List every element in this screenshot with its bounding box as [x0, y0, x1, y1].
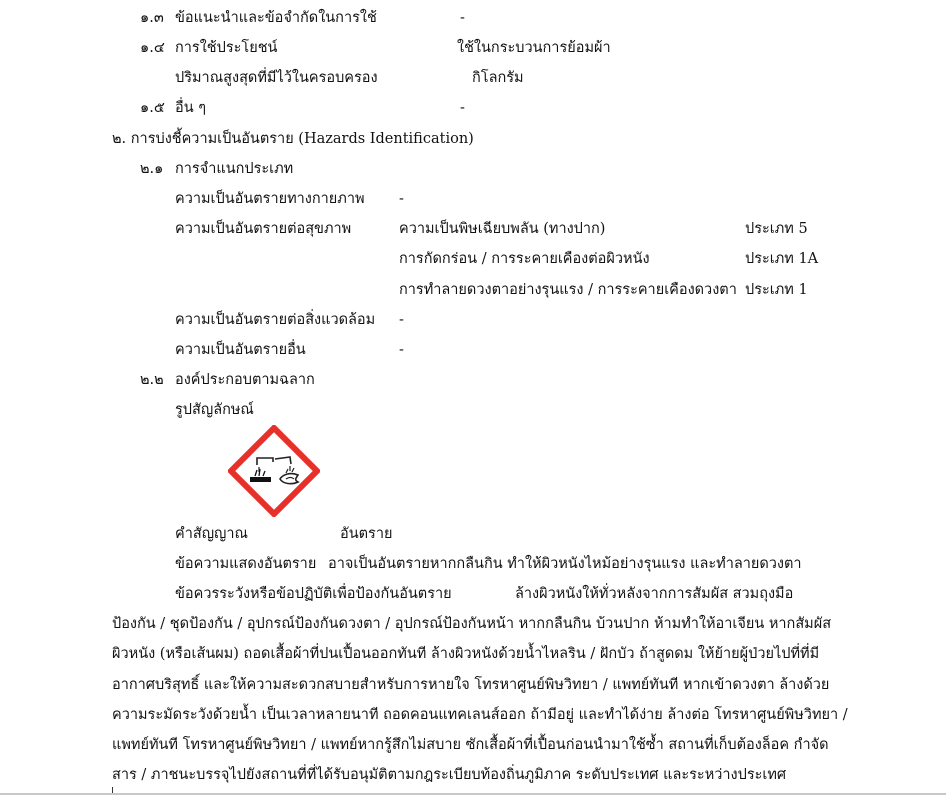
health-hazard-category: ประเภท 5: [745, 221, 808, 237]
environment-hazard-value: -: [399, 312, 404, 328]
item-label: องค์ประกอบตามฉลาก: [175, 372, 315, 388]
precautionary-line: ผิวหนัง (หรือเส้นผม) ถอดเสื้อผ้าที่ปนเปื้อนออกทันที ล้างผิวหนังด้วยน้ำไหลริน / ฝักบัว ถ้าสูดดม ให้ย้ายผู้ป่วยไปที่ที่มี: [112, 646, 820, 662]
precautionary-label: ข้อควรระวังหรือข้อปฏิบัติเพื่อป้องกันอันตราย: [175, 586, 452, 602]
item-value: ใช้ในกระบวนการย้อมผ้า: [457, 40, 611, 56]
max-quantity-value: กิโลกรัม: [472, 70, 524, 86]
item-label: การจำแนกประเภท: [175, 161, 294, 177]
precautionary-line: สาร / ภาชนะบรรจุไปยังสถานที่ที่ได้รับอนุมัติตามกฎระเบียบท้องถิ่นภูมิภาค ระดับประเทศ และระหว่างประเทศ: [112, 767, 787, 783]
item-number: ๑.๔: [140, 40, 165, 56]
health-hazard-name: ความเป็นพิษเฉียบพลัน (ทางปาก): [399, 221, 606, 237]
other-hazard-label: ความเป็นอันตรายอื่น: [175, 342, 306, 358]
precautionary-line: ความระมัดระวังด้วยน้ำ เป็นเวลาหลายนาที ถอดคอนแทคเลนส์ออก ถ้ามีอยู่ และทำได้ง่าย ล้างต่อ โทรหาศูนย์พิษวิทยา /: [112, 707, 848, 723]
pictogram-label: รูปสัญลักษณ์: [175, 402, 254, 418]
health-hazard-category: ประเภท 1A: [745, 251, 819, 267]
physical-hazard-value: -: [399, 191, 404, 207]
physical-hazard-label: ความเป็นอันตรายทางกายภาพ: [175, 191, 365, 207]
health-hazard-name: การกัดกร่อน / การระคายเคืองต่อผิวหนัง: [399, 251, 650, 267]
health-hazard-label: ความเป็นอันตรายต่อสุขภาพ: [175, 221, 352, 237]
item-number: ๒.๒: [140, 372, 164, 388]
item-number: ๒.๑: [140, 161, 164, 177]
precautionary-line: แพทย์ทันที โทรหาศูนย์พิษวิทยา / แพทย์หากรู้สึกไม่สบาย ซักเสื้อผ้าที่เปื้อนก่อนนำมาใช้ซ้ำ สถานที่เก็บต้องล็อค กำจัด: [112, 737, 829, 753]
precautionary-line: ป้องกัน / ชุดป้องกัน / อุปกรณ์ป้องกันดวงตา / อุปกรณ์ป้องกันหน้า หากกลืนกิน บ้วนปาก ห้ามทำให้อาเจียน หากสัมผัส: [112, 616, 832, 632]
item-value: -: [460, 10, 465, 26]
signal-word-label: คำสัญญาณ: [175, 526, 248, 542]
item-label: อื่น ๆ: [175, 100, 207, 116]
max-quantity-label: ปริมาณสูงสุดที่มีไว้ในครอบครอง: [175, 70, 378, 86]
item-label: ข้อแนะนำและข้อจำกัดในการใช้: [175, 10, 377, 26]
ghs-corrosion-icon: [228, 425, 320, 517]
item-number: ๑.๓: [140, 10, 164, 26]
item-value: -: [460, 100, 465, 116]
health-hazard-name: การทำลายดวงตาอย่างรุนแรง / การระคายเคืองดวงตา: [399, 282, 737, 298]
other-hazard-value: -: [399, 342, 404, 358]
item-label: การใช้ประโยชน์: [175, 40, 278, 56]
hazard-statement-label: ข้อความแสดงอันตราย: [175, 556, 317, 572]
signal-word-value: อันตราย: [340, 526, 393, 542]
environment-hazard-label: ความเป็นอันตรายต่อสิ่งแวดล้อม: [175, 312, 376, 328]
section-heading: ๒. การบ่งชี้ความเป็นอันตราย (Hazards Identification): [112, 131, 474, 147]
precautionary-line: อากาศบริสุทธิ์ และให้ความสะดวกสบายสำหรับการหายใจ โทรหาศูนย์พิษวิทยา / แพทย์ทันที หากเข้าดวงตา ล้างด้วย: [112, 677, 830, 693]
hazard-statement-value: อาจเป็นอันตรายหากกลืนกิน ทำให้ผิวหนังไหม้อย่างรุนแรง และทำลายดวงตา: [328, 556, 802, 572]
health-hazard-category: ประเภท 1: [745, 282, 808, 298]
precautionary-first-line: ล้างผิวหนังให้ทั่วหลังจากการสัมผัส สวมถุงมือ: [515, 586, 794, 602]
item-number: ๑.๕: [140, 100, 165, 116]
